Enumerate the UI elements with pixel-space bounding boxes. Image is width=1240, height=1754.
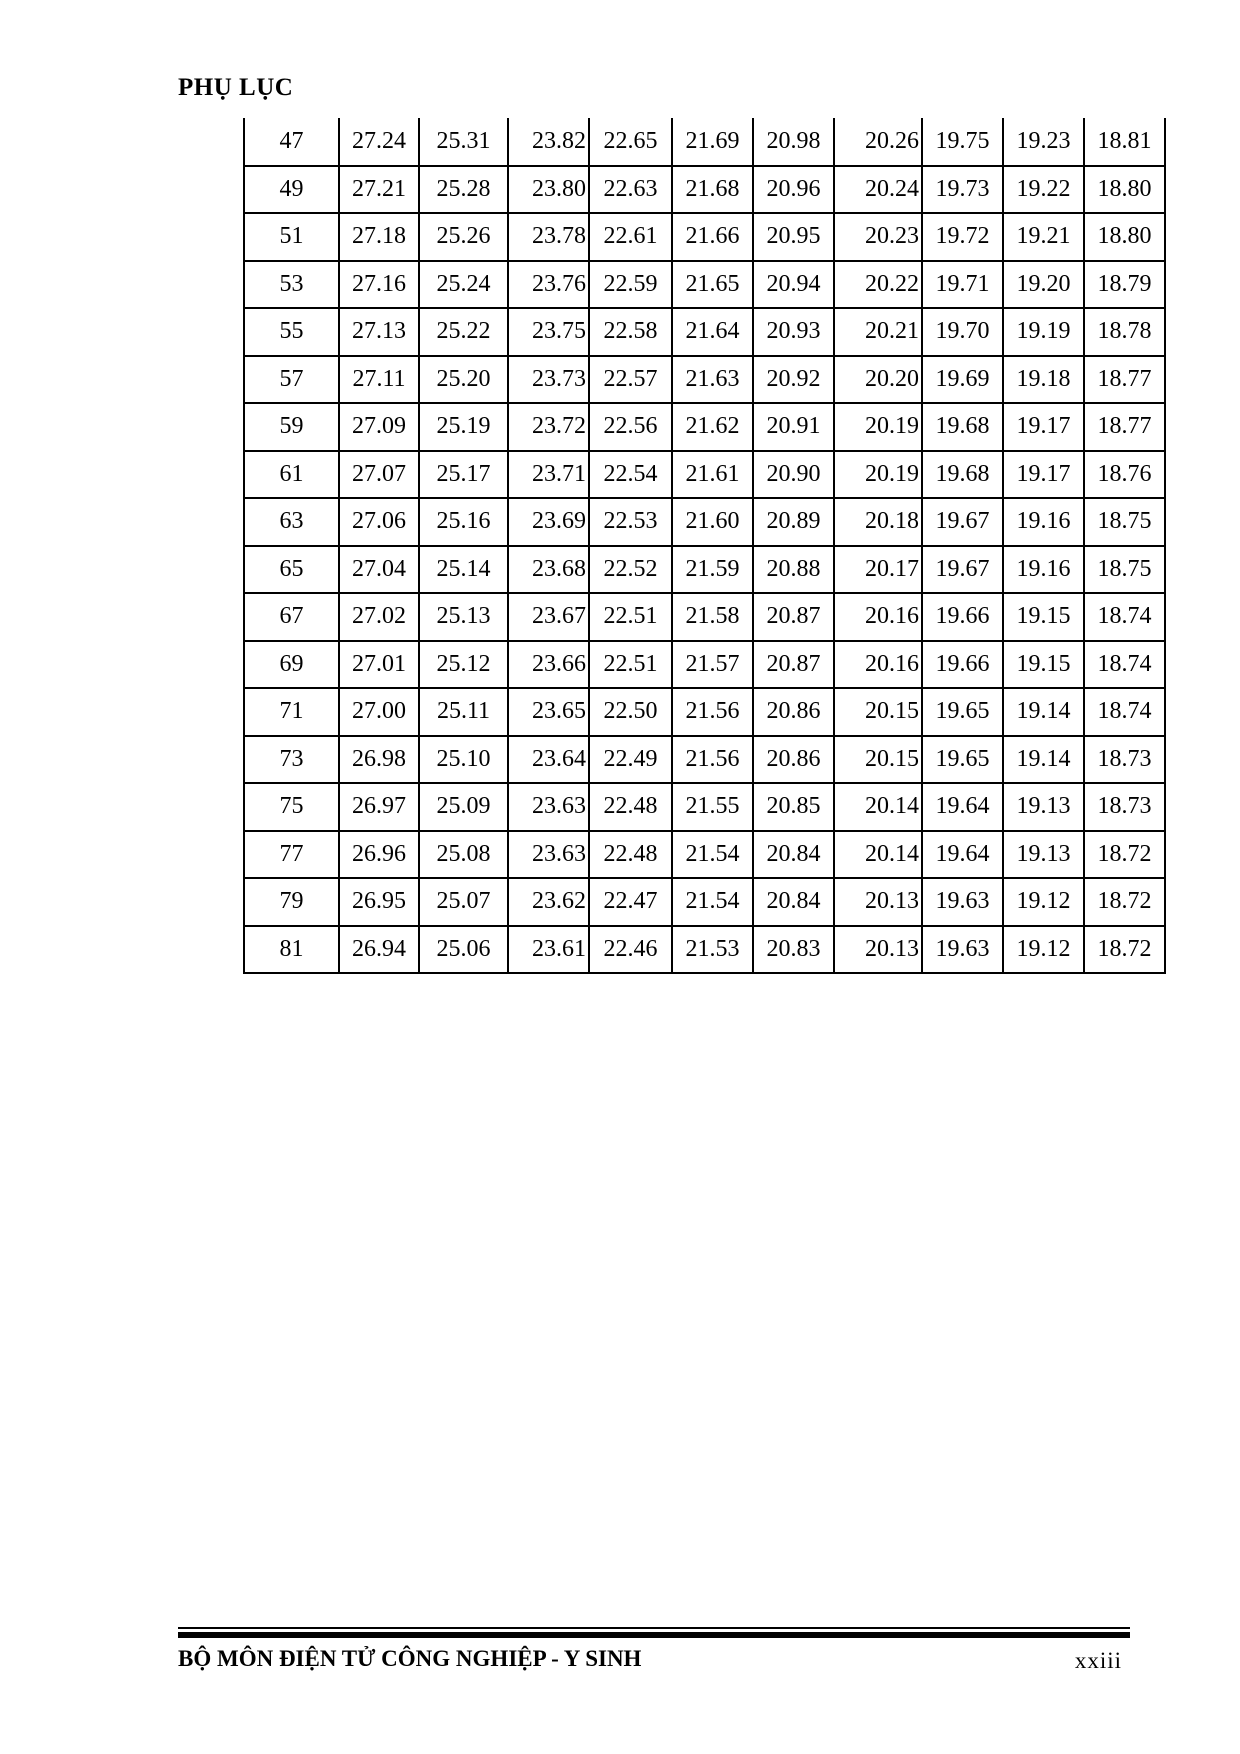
table-cell: 19.66 (922, 593, 1003, 641)
table-cell: 23.62 (508, 878, 589, 926)
table-cell: 26.97 (339, 783, 419, 831)
table-cell: 20.18 (834, 498, 922, 546)
table-cell: 21.60 (672, 498, 753, 546)
table-cell: 23.71 (508, 451, 589, 499)
table-cell: 27.02 (339, 593, 419, 641)
footer-rule-thick (178, 1632, 1130, 1638)
table-cell: 23.67 (508, 593, 589, 641)
table-cell: 23.63 (508, 783, 589, 831)
row-key-cell: 53 (244, 261, 339, 309)
table-cell: 20.96 (753, 166, 834, 214)
row-key-cell: 61 (244, 451, 339, 499)
table-cell: 19.73 (922, 166, 1003, 214)
table-cell: 20.15 (834, 736, 922, 784)
table-cell: 23.80 (508, 166, 589, 214)
table-cell: 26.94 (339, 926, 419, 974)
table-cell: 23.63 (508, 831, 589, 879)
table-cell: 21.56 (672, 688, 753, 736)
table-cell: 25.16 (419, 498, 508, 546)
table-cell: 22.61 (589, 213, 672, 261)
table-cell: 19.75 (922, 118, 1003, 166)
table-cell: 20.93 (753, 308, 834, 356)
table-cell: 25.31 (419, 118, 508, 166)
table-row (244, 498, 1165, 546)
table-cell: 19.63 (922, 926, 1003, 974)
table-cell: 19.18 (1003, 356, 1084, 404)
table-cell: 21.61 (672, 451, 753, 499)
table-cell: 26.95 (339, 878, 419, 926)
table-cell: 19.22 (1003, 166, 1084, 214)
table-cell: 27.16 (339, 261, 419, 309)
table-cell: 21.62 (672, 403, 753, 451)
table-cell: 27.00 (339, 688, 419, 736)
table-cell: 25.26 (419, 213, 508, 261)
row-key-cell: 67 (244, 593, 339, 641)
table-cell: 22.53 (589, 498, 672, 546)
table-cell: 20.13 (834, 926, 922, 974)
table-cell: 25.07 (419, 878, 508, 926)
table-row (244, 641, 1165, 689)
table-cell: 21.66 (672, 213, 753, 261)
table-cell: 20.22 (834, 261, 922, 309)
table-row (244, 166, 1165, 214)
table-cell: 22.46 (589, 926, 672, 974)
table-cell: 19.14 (1003, 736, 1084, 784)
table-row (244, 118, 1165, 166)
table-row (244, 926, 1165, 974)
table-cell: 19.69 (922, 356, 1003, 404)
table-cell: 23.72 (508, 403, 589, 451)
table-cell: 20.16 (834, 593, 922, 641)
table-cell: 19.16 (1003, 498, 1084, 546)
table-cell: 18.73 (1084, 783, 1165, 831)
table-cell: 21.64 (672, 308, 753, 356)
table-cell: 21.65 (672, 261, 753, 309)
table-cell: 18.75 (1084, 546, 1165, 594)
table-cell: 19.16 (1003, 546, 1084, 594)
table-cell: 20.90 (753, 451, 834, 499)
table-cell: 19.68 (922, 451, 1003, 499)
table-cell: 20.14 (834, 831, 922, 879)
table-cell: 19.13 (1003, 831, 1084, 879)
table-cell: 18.80 (1084, 166, 1165, 214)
table-cell: 22.47 (589, 878, 672, 926)
table-cell: 20.94 (753, 261, 834, 309)
table-cell: 27.01 (339, 641, 419, 689)
table-row (244, 403, 1165, 451)
row-key-cell: 79 (244, 878, 339, 926)
table-cell: 19.19 (1003, 308, 1084, 356)
table-row (244, 593, 1165, 641)
table-row (244, 261, 1165, 309)
row-key-cell: 71 (244, 688, 339, 736)
row-key-cell: 65 (244, 546, 339, 594)
table-cell: 19.12 (1003, 926, 1084, 974)
table-cell: 19.67 (922, 498, 1003, 546)
table-cell: 20.83 (753, 926, 834, 974)
table-cell: 21.54 (672, 878, 753, 926)
table-cell: 19.12 (1003, 878, 1084, 926)
table-cell: 25.17 (419, 451, 508, 499)
table-cell: 19.15 (1003, 641, 1084, 689)
table-cell: 25.13 (419, 593, 508, 641)
table-cell: 18.74 (1084, 641, 1165, 689)
footer-rule-thin (178, 1627, 1130, 1629)
table-cell: 25.10 (419, 736, 508, 784)
table-cell: 20.21 (834, 308, 922, 356)
table-cell: 20.19 (834, 403, 922, 451)
table-row (244, 688, 1165, 736)
table-cell: 23.69 (508, 498, 589, 546)
table-cell: 18.72 (1084, 878, 1165, 926)
table-row (244, 783, 1165, 831)
table-cell: 18.73 (1084, 736, 1165, 784)
table-cell: 22.57 (589, 356, 672, 404)
table-cell: 20.14 (834, 783, 922, 831)
data-table (243, 118, 1166, 974)
table-cell: 20.86 (753, 688, 834, 736)
table-cell: 22.63 (589, 166, 672, 214)
table-cell: 22.59 (589, 261, 672, 309)
table-cell: 22.48 (589, 831, 672, 879)
table-row (244, 831, 1165, 879)
table-row (244, 213, 1165, 261)
table-cell: 22.49 (589, 736, 672, 784)
table-cell: 23.82 (508, 118, 589, 166)
table-cell: 18.74 (1084, 688, 1165, 736)
table-cell: 25.08 (419, 831, 508, 879)
table-cell: 25.06 (419, 926, 508, 974)
footer-page-number: xxiii (1074, 1648, 1122, 1673)
table-cell: 19.66 (922, 641, 1003, 689)
table-cell: 22.51 (589, 593, 672, 641)
table-cell: 21.57 (672, 641, 753, 689)
table-cell: 23.64 (508, 736, 589, 784)
table-cell: 20.84 (753, 878, 834, 926)
page-header-title: PHỤ LỤC (178, 74, 294, 101)
table-cell: 20.20 (834, 356, 922, 404)
table-cell: 19.20 (1003, 261, 1084, 309)
table-cell: 23.68 (508, 546, 589, 594)
table-cell: 19.21 (1003, 213, 1084, 261)
table-cell: 21.55 (672, 783, 753, 831)
table-cell: 20.86 (753, 736, 834, 784)
row-key-cell: 55 (244, 308, 339, 356)
table-cell: 23.78 (508, 213, 589, 261)
table-cell: 20.98 (753, 118, 834, 166)
table-cell: 26.96 (339, 831, 419, 879)
row-key-cell: 47 (244, 118, 339, 166)
table-cell: 20.88 (753, 546, 834, 594)
table-cell: 25.22 (419, 308, 508, 356)
table-cell: 20.95 (753, 213, 834, 261)
row-key-cell: 81 (244, 926, 339, 974)
table-cell: 21.54 (672, 831, 753, 879)
table-cell: 19.13 (1003, 783, 1084, 831)
table-row (244, 546, 1165, 594)
table-cell: 19.65 (922, 736, 1003, 784)
table-cell: 18.78 (1084, 308, 1165, 356)
table-cell: 19.64 (922, 783, 1003, 831)
table-cell: 19.71 (922, 261, 1003, 309)
table-cell: 20.13 (834, 878, 922, 926)
table-cell: 25.12 (419, 641, 508, 689)
table-cell: 23.75 (508, 308, 589, 356)
table-cell: 20.87 (753, 593, 834, 641)
table-cell: 27.13 (339, 308, 419, 356)
table-cell: 20.15 (834, 688, 922, 736)
table-cell: 19.17 (1003, 403, 1084, 451)
table-cell: 19.70 (922, 308, 1003, 356)
row-key-cell: 75 (244, 783, 339, 831)
table-cell: 20.91 (753, 403, 834, 451)
table-cell: 18.72 (1084, 926, 1165, 974)
table-row (244, 451, 1165, 499)
table-cell: 25.19 (419, 403, 508, 451)
table-cell: 21.58 (672, 593, 753, 641)
footer-department: BỘ MÔN ĐIỆN TỬ CÔNG NGHIỆP - Y SINH (178, 1646, 642, 1671)
table-cell: 27.24 (339, 118, 419, 166)
table-cell: 23.66 (508, 641, 589, 689)
table-row (244, 878, 1165, 926)
table-cell: 27.18 (339, 213, 419, 261)
table-row (244, 308, 1165, 356)
table-cell: 20.23 (834, 213, 922, 261)
row-key-cell: 57 (244, 356, 339, 404)
table-cell: 22.48 (589, 783, 672, 831)
table-cell: 18.72 (1084, 831, 1165, 879)
table-cell: 19.17 (1003, 451, 1084, 499)
table-cell: 18.79 (1084, 261, 1165, 309)
table-cell: 20.84 (753, 831, 834, 879)
row-key-cell: 63 (244, 498, 339, 546)
table-cell: 22.52 (589, 546, 672, 594)
table-cell: 20.26 (834, 118, 922, 166)
table-cell: 21.56 (672, 736, 753, 784)
table-cell: 25.20 (419, 356, 508, 404)
table-cell: 18.74 (1084, 593, 1165, 641)
table-cell: 20.87 (753, 641, 834, 689)
table-cell: 26.98 (339, 736, 419, 784)
table-cell: 20.17 (834, 546, 922, 594)
table-cell: 27.07 (339, 451, 419, 499)
table-cell: 27.09 (339, 403, 419, 451)
table-cell: 21.53 (672, 926, 753, 974)
table-cell: 25.11 (419, 688, 508, 736)
table-cell: 19.14 (1003, 688, 1084, 736)
table-cell: 23.76 (508, 261, 589, 309)
table-cell: 25.09 (419, 783, 508, 831)
table-cell: 25.14 (419, 546, 508, 594)
table-cell: 27.11 (339, 356, 419, 404)
table-row (244, 356, 1165, 404)
table-cell: 27.21 (339, 166, 419, 214)
table-cell: 23.61 (508, 926, 589, 974)
table-cell: 21.69 (672, 118, 753, 166)
table-cell: 20.24 (834, 166, 922, 214)
table-cell: 19.15 (1003, 593, 1084, 641)
table-row (244, 736, 1165, 784)
table-body (244, 118, 1165, 973)
row-key-cell: 49 (244, 166, 339, 214)
table-cell: 20.85 (753, 783, 834, 831)
row-key-cell: 73 (244, 736, 339, 784)
table-cell: 22.54 (589, 451, 672, 499)
table-cell: 19.64 (922, 831, 1003, 879)
table-cell: 20.19 (834, 451, 922, 499)
table-cell: 19.72 (922, 213, 1003, 261)
table-cell: 20.16 (834, 641, 922, 689)
table-cell: 18.80 (1084, 213, 1165, 261)
table-cell: 22.58 (589, 308, 672, 356)
table-cell: 21.63 (672, 356, 753, 404)
table-cell: 21.59 (672, 546, 753, 594)
table-cell: 22.51 (589, 641, 672, 689)
table-cell: 18.75 (1084, 498, 1165, 546)
table-cell: 20.92 (753, 356, 834, 404)
row-key-cell: 69 (244, 641, 339, 689)
row-key-cell: 77 (244, 831, 339, 879)
row-key-cell: 59 (244, 403, 339, 451)
table-cell: 21.68 (672, 166, 753, 214)
table-cell: 22.56 (589, 403, 672, 451)
table-cell: 19.68 (922, 403, 1003, 451)
table-cell: 25.28 (419, 166, 508, 214)
table-cell: 18.76 (1084, 451, 1165, 499)
table-cell: 19.65 (922, 688, 1003, 736)
table-cell: 25.24 (419, 261, 508, 309)
table-cell: 19.67 (922, 546, 1003, 594)
table-cell: 22.50 (589, 688, 672, 736)
row-key-cell: 51 (244, 213, 339, 261)
table-cell: 20.89 (753, 498, 834, 546)
table-cell: 19.23 (1003, 118, 1084, 166)
table-cell: 27.04 (339, 546, 419, 594)
table-cell: 22.65 (589, 118, 672, 166)
table-cell: 18.77 (1084, 356, 1165, 404)
table-cell: 27.06 (339, 498, 419, 546)
table-cell: 19.63 (922, 878, 1003, 926)
table-cell: 18.81 (1084, 118, 1165, 166)
table-cell: 23.73 (508, 356, 589, 404)
table-cell: 18.77 (1084, 403, 1165, 451)
table-cell: 23.65 (508, 688, 589, 736)
